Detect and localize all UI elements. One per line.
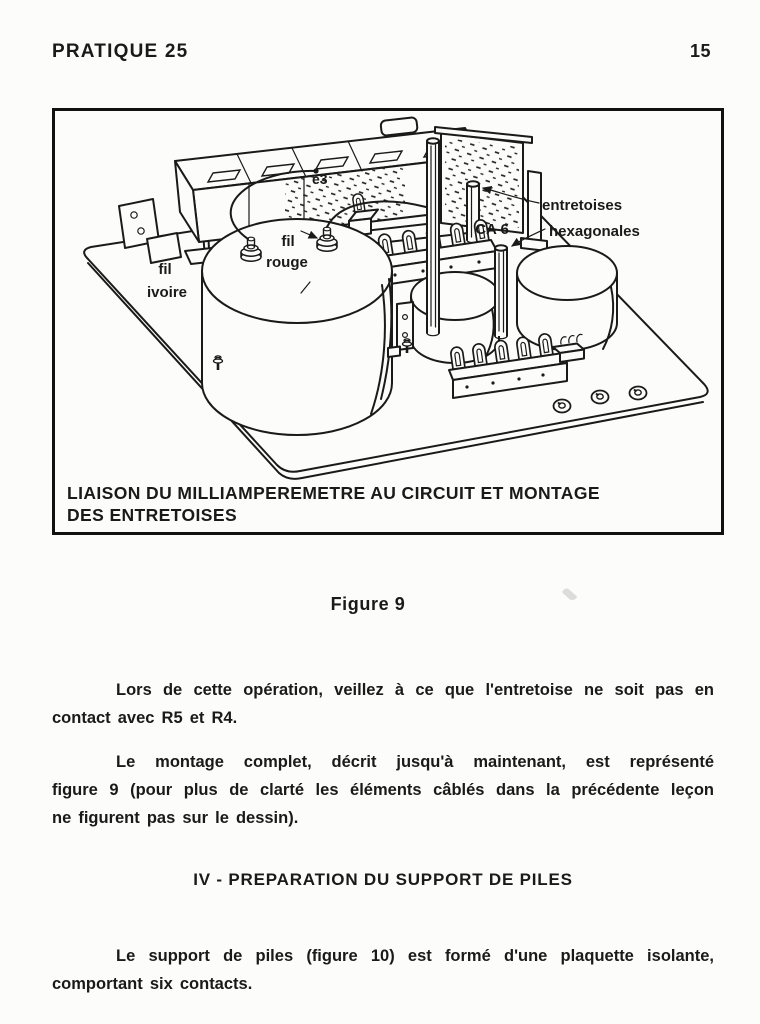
milliammeter-cylinder	[202, 219, 392, 435]
caption-line-1: LIAISON DU MILLIAMPEREMETRE AU CIRCUIT ET MONTAGE	[67, 483, 600, 504]
eyelet-icon	[630, 387, 647, 400]
paragraph-line: figure 9 (pour plus de clarté les éléments câblés dans la précédente leçon	[52, 781, 714, 799]
eyelet-icon	[592, 391, 609, 404]
label-fil-ivoire-2: ivoire	[146, 284, 188, 301]
spacer-rod-tall	[427, 138, 439, 335]
running-title: PRATIQUE 25	[52, 41, 189, 62]
paragraph-line: contact avec R5 et R4.	[52, 709, 238, 727]
label-fil-ivoire-1: fil	[158, 261, 172, 278]
spacer-rod-ca6	[495, 245, 507, 338]
figure-label: Figure 9	[330, 594, 406, 614]
label-ca6: CA 6	[475, 221, 509, 238]
paragraph-line: Le montage complet, décrit jusqu'à maintenant, est représenté	[116, 753, 714, 771]
paragraph-line: Lors de cette opération, veillez à ce que l'entretoise ne soit pas en	[116, 681, 714, 699]
small-cylinder-2	[517, 246, 617, 350]
section-heading: IV - PREPARATION DU SUPPORT DE PILES	[193, 870, 573, 889]
page-header	[52, 41, 711, 63]
figure-frame	[52, 108, 724, 535]
caption-line-2: DES ENTRETOISES	[67, 505, 238, 526]
paragraph-2	[52, 748, 714, 832]
technical-illustration	[55, 111, 721, 532]
figure-caption	[67, 483, 600, 527]
paragraph-1	[52, 676, 714, 732]
label-e3: e3	[312, 171, 328, 187]
label-fil-rouge-2: rouge	[266, 254, 308, 271]
label-fil-rouge-1: fil	[281, 233, 295, 250]
paragraph-line: ne figurent pas sur le dessin).	[52, 809, 299, 827]
label-hexagonales: hexagonales	[549, 223, 640, 240]
paragraph-line: comportant six contacts.	[52, 975, 253, 993]
paragraph-line: Le support de piles (figure 10) est formé d'une plaquette isolante,	[116, 947, 714, 965]
paragraph-3	[52, 942, 714, 998]
page-number: 15	[689, 41, 711, 61]
eyelet-icon	[554, 400, 571, 413]
label-entretoises: entretoises	[542, 197, 623, 214]
